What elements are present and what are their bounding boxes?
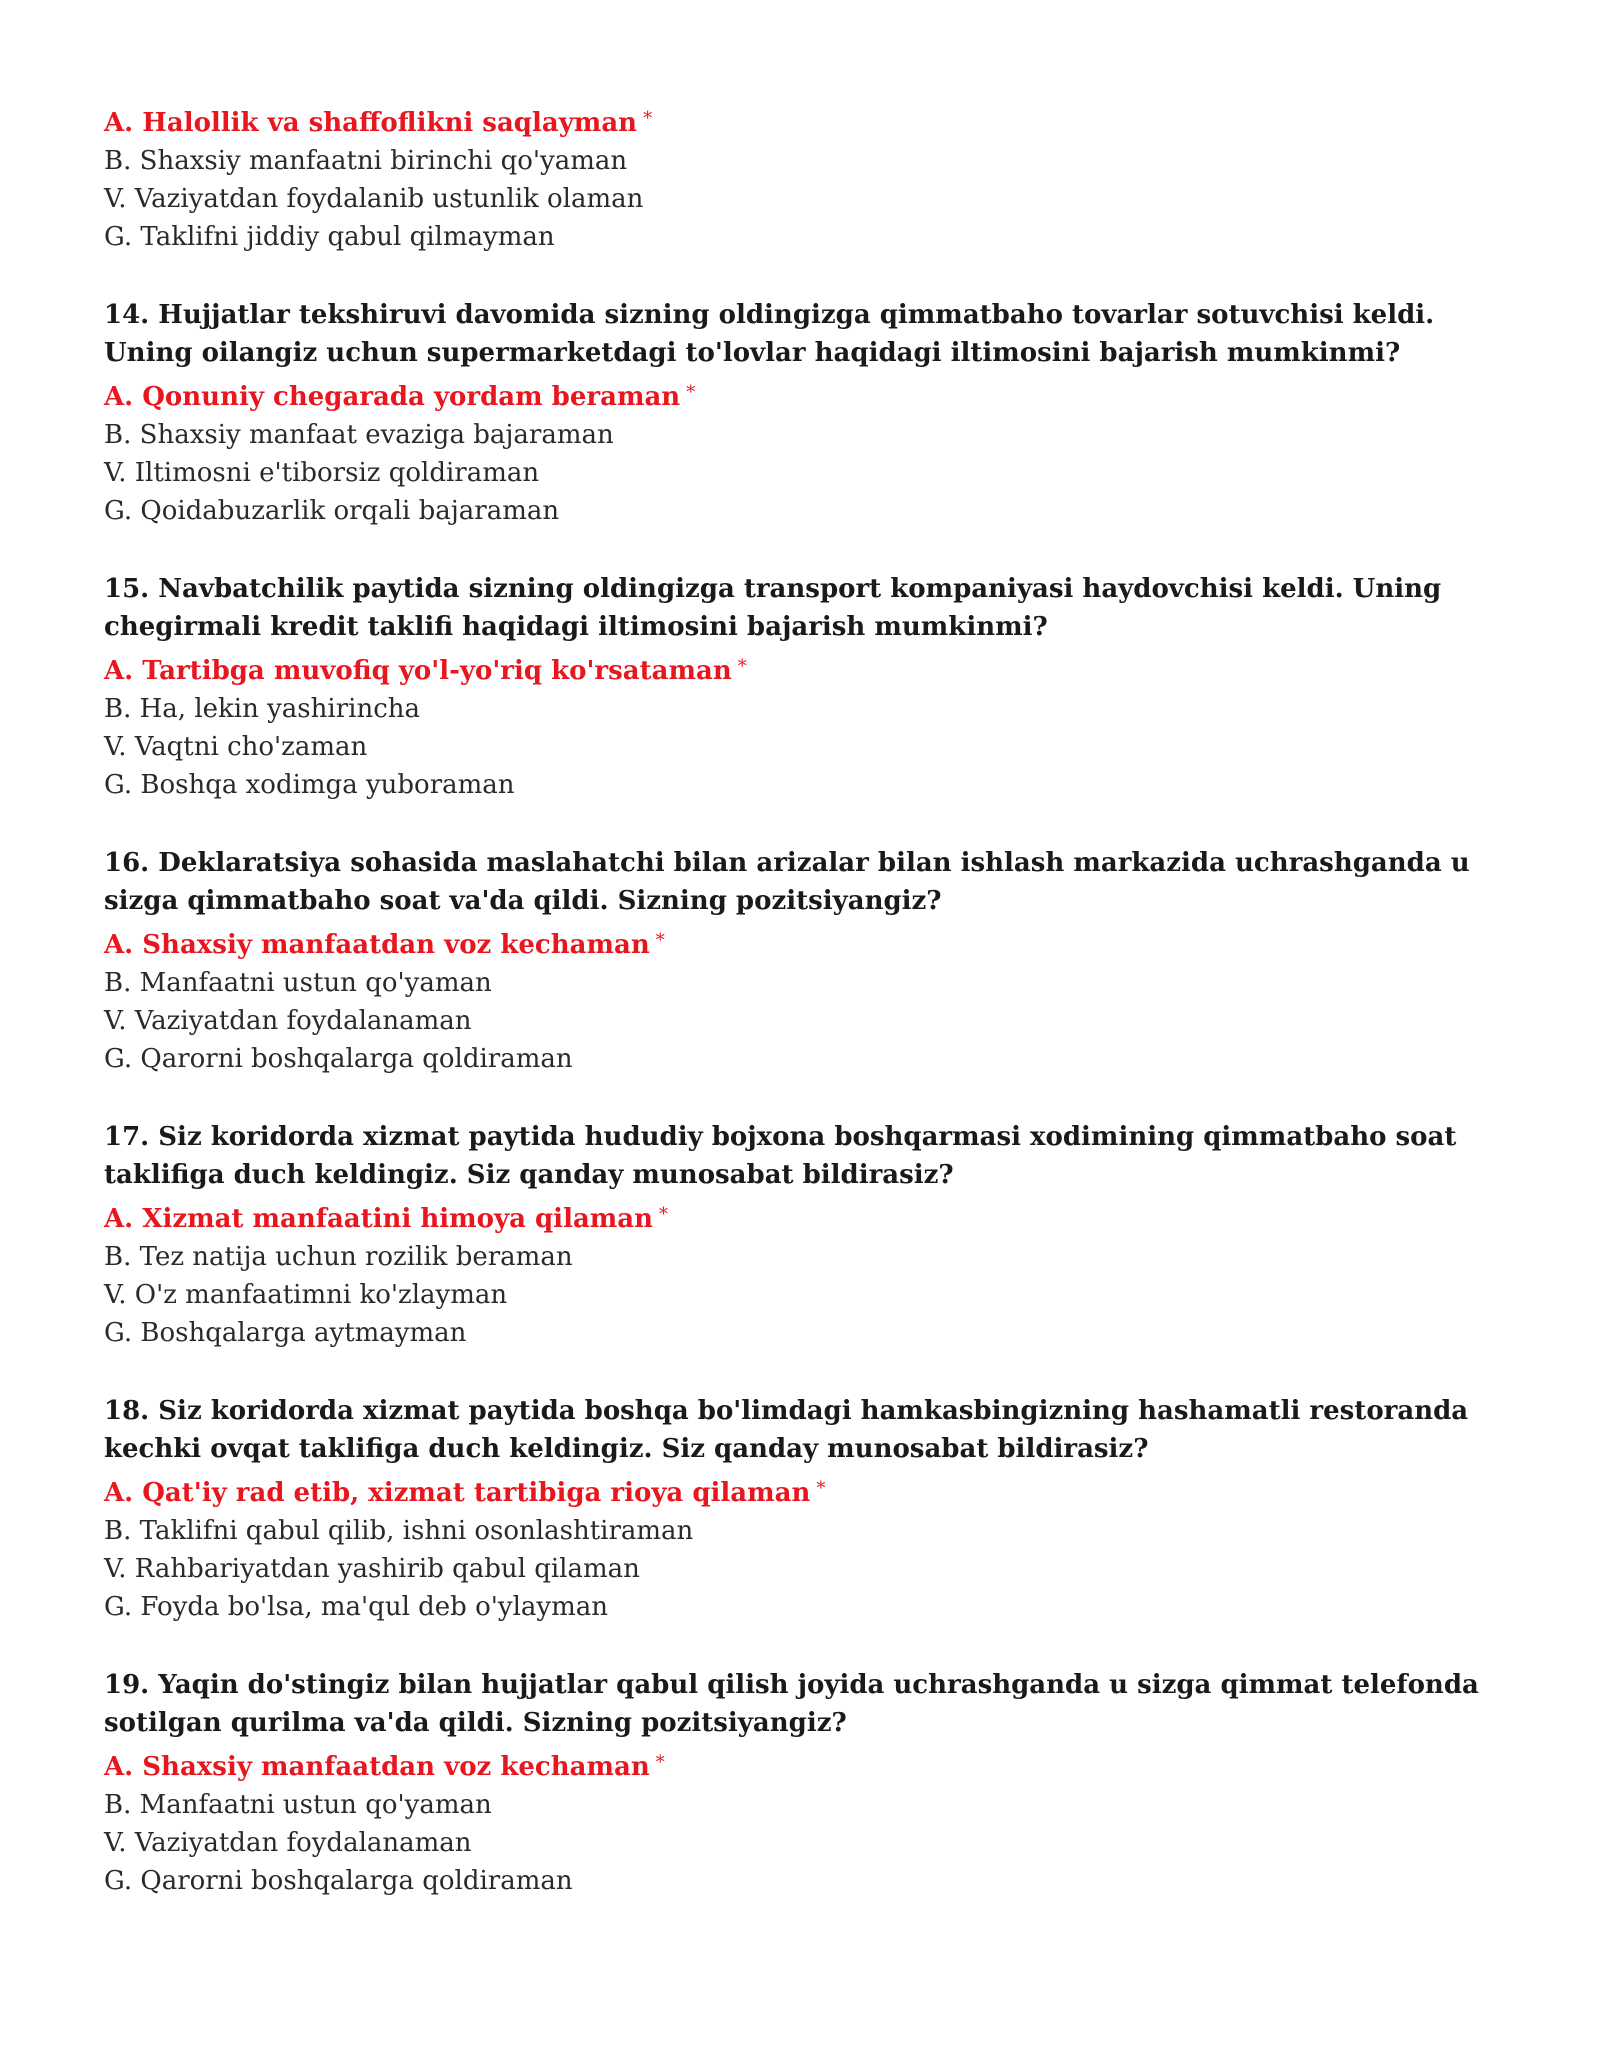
- question-block: [104, 844, 1524, 1078]
- option: B. Ha, lekin yashirincha: [104, 694, 421, 724]
- correct-option: A. Halollik va shaffoflikni saqlayman *: [104, 108, 653, 138]
- correct-marker: *: [816, 1478, 826, 1499]
- option: V. Vaziyatdan foydalanaman: [104, 1828, 472, 1858]
- correct-marker: *: [686, 382, 696, 403]
- option: V. Iltimosni e'tiborsiz qoldiraman: [104, 458, 540, 488]
- option: B. Shaxsiy manfaat evaziga bajaraman: [104, 420, 614, 450]
- option: B. Manfaatni ustun qo'yaman: [104, 1790, 492, 1820]
- question-block: [104, 1666, 1524, 1900]
- question-text: 17. Siz koridorda xizmat paytida hududiy bojxona boshqarmasi xodimining qimmatbaho soat taklifiga duch keldingiz. Siz qanday munosabat bildirasiz?: [104, 1122, 1457, 1190]
- option: V. Vaziyatdan foydalanib ustunlik olaman: [104, 184, 644, 214]
- document-page: [104, 100, 1524, 1940]
- correct-option: A. Tartibga muvofiq yo'l-yo'riq ko'rsataman *: [104, 656, 747, 686]
- option: B. Tez natija uchun rozilik beraman: [104, 1242, 573, 1272]
- question-block: [104, 570, 1524, 804]
- correct-marker: *: [655, 1752, 665, 1773]
- option: V. Vaqtni cho'zaman: [104, 732, 368, 762]
- option: B. Manfaatni ustun qo'yaman: [104, 968, 492, 998]
- option: B. Shaxsiy manfaatni birinchi qo'yaman: [104, 146, 628, 176]
- question-block: [104, 296, 1524, 530]
- correct-marker: *: [655, 930, 665, 951]
- option: G. Boshqalarga aytmayman: [104, 1318, 467, 1348]
- question-text: 16. Deklaratsiya sohasida maslahatchi bilan arizalar bilan ishlash markazida uchrashganda u sizga qimmatbaho soat va'da qildi. Sizning pozitsiyangiz?: [104, 848, 1470, 916]
- correct-marker: *: [659, 1204, 669, 1225]
- option: V. Vaziyatdan foydalanaman: [104, 1006, 472, 1036]
- question-list: [104, 296, 1524, 1900]
- correct-option: A. Xizmat manfaatini himoya qilaman *: [104, 1204, 669, 1234]
- question-text: 15. Navbatchilik paytida sizning oldingizga transport kompaniyasi haydovchisi keldi. Uning chegirmali kredit taklifi haqidagi iltimosini bajarish mumkinmi?: [104, 574, 1442, 642]
- question-text: 14. Hujjatlar tekshiruvi davomida sizning oldingizga qimmatbaho tovarlar sotuvchisi keldi. Uning oilangiz uchun supermarketdagi to'lovlar haqidagi iltimosini bajarish mumkinmi?: [104, 300, 1435, 368]
- question-text: 19. Yaqin do'stingiz bilan hujjatlar qabul qilish joyida uchrashganda u sizga qimmat telefonda sotilgan qurilma va'da qildi. Sizning pozitsiyangiz?: [104, 1670, 1479, 1738]
- option: V. Rahbariyatdan yashirib qabul qilaman: [104, 1554, 640, 1584]
- question-block: [104, 1392, 1524, 1626]
- option: G. Boshqa xodimga yuboraman: [104, 770, 515, 800]
- question-block: [104, 1118, 1524, 1352]
- option: G. Foyda bo'lsa, ma'qul deb o'ylayman: [104, 1592, 608, 1622]
- option: B. Taklifni qabul qilib, ishni osonlashtiraman: [104, 1516, 694, 1546]
- correct-marker: *: [643, 108, 653, 129]
- correct-option: A. Shaxsiy manfaatdan voz kechaman *: [104, 1752, 665, 1782]
- option: V. O'z manfaatimni ko'zlayman: [104, 1280, 508, 1310]
- option: G. Qarorni boshqalarga qoldiraman: [104, 1044, 573, 1074]
- lead-options: [104, 100, 1524, 256]
- correct-option: A. Shaxsiy manfaatdan voz kechaman *: [104, 930, 665, 960]
- correct-marker: *: [737, 656, 747, 677]
- correct-option: A. Qat'iy rad etib, xizmat tartibiga rioya qilaman *: [104, 1478, 826, 1508]
- option: G. Qoidabuzarlik orqali bajaraman: [104, 496, 560, 526]
- correct-option: A. Qonuniy chegarada yordam beraman *: [104, 382, 696, 412]
- option: G. Taklifni jiddiy qabul qilmayman: [104, 222, 555, 252]
- option: G. Qarorni boshqalarga qoldiraman: [104, 1866, 573, 1896]
- question-text: 18. Siz koridorda xizmat paytida boshqa bo'limdagi hamkasbingizning hashamatli restoranda kechki ovqat taklifiga duch keldingiz. Siz qanday munosabat bildirasiz?: [104, 1396, 1469, 1464]
